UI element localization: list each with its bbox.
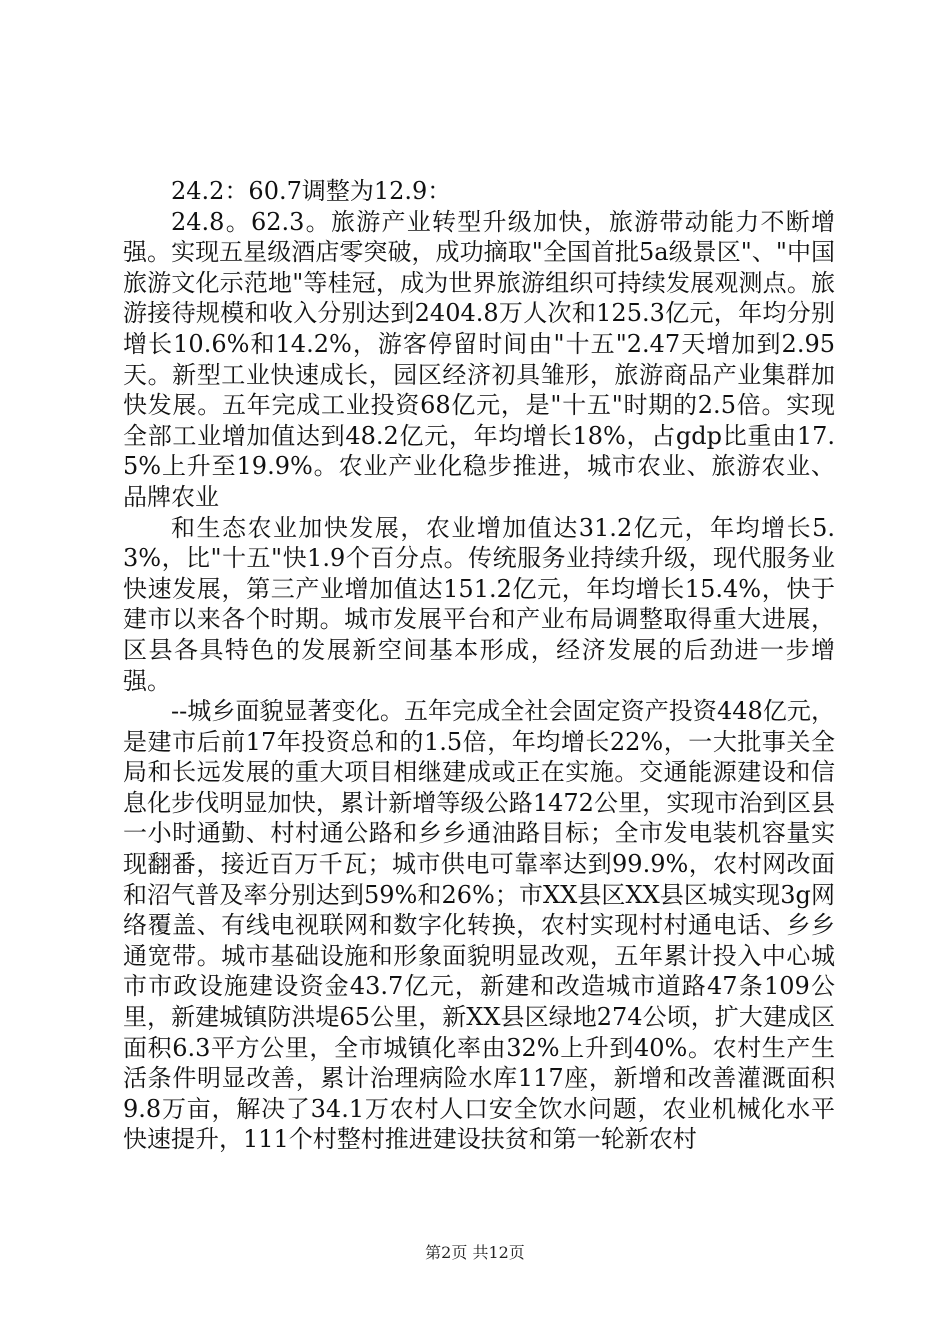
- paragraph-3: 和生态农业加快发展，农业增加值达31.2亿元，年均增长5.3%，比"十五"快1.9个百分点。传统服务业持续升级，现代服务业快速发展，第三产业增加值达151.2亿元，年均增长15.4%，快于建市以来各个时期。城市发展平台和产业布局调整取得重大进展，区县各具特色的发展新空间基本形成，经济发展的后劲进一步增强。: [123, 513, 835, 695]
- paragraph-1: 24.2：60.7调整为12.9：: [171, 177, 452, 205]
- document-body: [123, 176, 835, 1155]
- paragraph-4: --城乡面貌显著变化。五年完成全社会固定资产投资448亿元，是建市后前17年投资总和的1.5倍，年均增长22%，一大批事关全局和长远发展的重大项目相继建成或正在实施。交通能源建设和信息化步伐明显加快，累计新增等级公路1472公里，实现市治到区县一小时通勤、村村通公路和乡乡通油路目标；全市发电装机容量实现翻番，接近百万千瓦；城市供电可靠率达到99.9%，农村网改面和沼气普及率分别达到59%和26%；市XX县区XX县区城实现3g网络覆盖、有线电视联网和数字化转换，农村实现村村通电话、乡乡通宽带。城市基础设施和形象面貌明显改观，五年累计投入中心城市市政设施建设资金43.7亿元，新建和改造城市道路47条109公里，新建城镇防洪堤65公里，新XX县区绿地274公顷，扩大建成区面积6.3平方公里，全市城镇化率由32%上升到40%。农村生产生活条件明显改善，累计治理病险水库117座，新增和改善灌溉面积9.8万亩，解决了34.1万农村人口安全饮水问题，农业机械化水平快速提升，111个村整村推进建设扶贫和第一轮新农村: [123, 697, 835, 1154]
- page-footer: [0, 1240, 950, 1263]
- page-number-label: 第2页 共12页: [425, 1243, 525, 1262]
- paragraph-2: 24.8。62.3。旅游产业转型升级加快，旅游带动能力不断增强。实现五星级酒店零突破，成功摘取"全国首批5a级景区"、"中国旅游文化示范地"等桂冠，成为世界旅游组织可持续发展观测点。旅游接待规模和收入分别达到2404.8万人次和125.3亿元，年均分别增长10.6%和14.2%，游客停留时间由"十五"2.47天增加到2.95天。新型工业快速成长，园区经济初具雏形，旅游商品产业集群加快发展。五年完成工业投资68亿元，是"十五"时期的2.5倍。实现全部工业增加值达到48.2亿元，年均增长18%，占gdp比重由17.5%上升至19.9%。农业产业化稳步推进，城市农业、旅游农业、品牌农业: [123, 207, 835, 511]
